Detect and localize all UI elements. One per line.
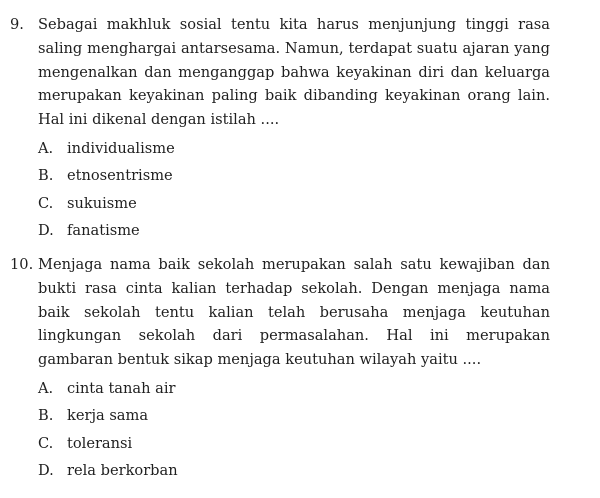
option-letter: B. (38, 407, 54, 425)
option-letter: C. (38, 434, 54, 452)
option-letter: A. (38, 379, 54, 397)
option-a[interactable] (38, 375, 550, 403)
option-letter: B. (38, 167, 54, 185)
option-a[interactable] (38, 135, 550, 163)
option-b[interactable] (38, 162, 550, 190)
option-c[interactable] (38, 430, 550, 458)
question-text: Menjaga nama baik sekolah merupakan salah satu kewajiban dan bukti rasa cinta kalian terhadap sekolah. Dengan menjaga nama baik sekolah tentu kalian telah berusaha menjaga keutuhan lingkungan sekolah dari permasalahan. Hal ini merupakan gambaran bentuk sikap menjaga keutuhan wilayah yaitu .... (38, 256, 550, 369)
answer-options (38, 375, 550, 485)
option-letter: D. (38, 462, 54, 480)
question-stem (10, 13, 550, 132)
option-d[interactable] (38, 217, 550, 245)
option-letter: D. (38, 222, 54, 240)
question-number: 10. (10, 256, 34, 273)
option-text: individualisme (67, 139, 175, 157)
question-stem (10, 253, 550, 372)
answer-options (38, 135, 550, 245)
question-10 (10, 253, 550, 485)
question-text: Sebagai makhluk sosial tentu kita harus menjunjung tinggi rasa saling menghargai antarsesama. Namun, terdapat suatu ajaran yang mengenalkan dan menganggap bahwa keyakinan diri dan keluarga merupakan keyakinan paling baik dibanding keyakinan orang lain. Hal ini dikenal dengan istilah .... (38, 16, 550, 129)
option-b[interactable] (38, 402, 550, 430)
option-text: kerja sama (67, 407, 149, 425)
option-d[interactable] (38, 457, 550, 485)
option-text: etnosentrisme (67, 167, 173, 185)
question-number: 9. (10, 16, 24, 33)
option-text: fanatisme (67, 222, 140, 240)
option-text: sukuisme (67, 194, 137, 212)
option-letter: C. (38, 194, 54, 212)
option-text: rela berkorban (67, 462, 178, 480)
option-letter: A. (38, 139, 54, 157)
option-text: cinta tanah air (67, 379, 176, 397)
option-text: toleransi (67, 434, 133, 452)
option-c[interactable] (38, 190, 550, 218)
question-9 (10, 13, 550, 245)
